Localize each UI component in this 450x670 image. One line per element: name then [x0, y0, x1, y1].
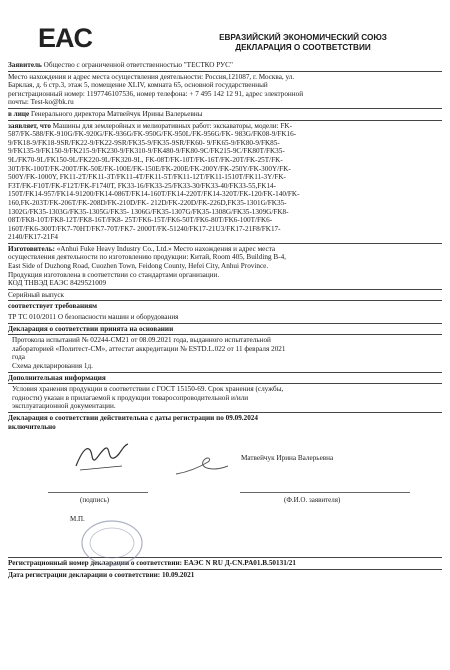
conformity-label: соответствует требованиям — [8, 302, 98, 311]
signature-area — [8, 432, 442, 507]
manufacturer-line — [8, 245, 442, 254]
document-title: ДЕКЛАРАЦИЯ О СООТВЕТСТВИИ — [235, 43, 371, 52]
product-line: F3T/FK-F10T/FK-F12T/FK-F1740T, FK33-16/FK33-25/FK33-30/FK33-40/FK33-55,FK14- — [8, 181, 277, 190]
representative-text: Генерального директора Матвейчук Ирины Валерьевны — [30, 109, 203, 118]
name-caption: (Ф.И.О. заявителя) — [284, 496, 341, 505]
union-title: ЕВРАЗИЙСКИЙ ЭКОНОМИЧЕСКИЙ СОЮЗ — [219, 33, 387, 42]
product-text: Машины для землеройных и мелиоративных работ: экскаваторы, модели: FK- — [52, 121, 293, 130]
registration-number: ЕАЭС N RU Д-CN.PA01.B.50131/21 — [183, 559, 296, 568]
manufacturer-block — [8, 244, 442, 289]
address-line: регистрационный номер: 1197746107536, номер телефона: + 7 495 142 12 91, адрес электронной — [8, 89, 304, 98]
scheme-line: Схема декларирования 1д. — [12, 362, 93, 370]
product-line: 30T/FK-100T/FK-200T/FK-50E/FK-100E/FK-150E/FK-200E/FK-200Y/FK-250Y/FK-300Y/FK- — [8, 164, 291, 173]
product-line: 1302G/FK35-1303G/FK35-1305G/FK35- 1306G/FK35-1307G/FK35-1308G/FK35-1309G/FK8- — [8, 207, 289, 216]
address-line: Место нахождения и адрес места осуществления деятельности: Россия,121087, г. Москва, ул. — [8, 72, 295, 81]
basis-line: лабораторией «Политест-СМ», аттестат аккредитации № ESTD.L.022 от 11 февраля 2021 — [12, 344, 286, 353]
signature-caption: (подпись) — [80, 496, 110, 505]
additional-line: Условия хранения продукции в соответствии с ГОСТ 15150-69. Срок хранения (службы, — [12, 385, 284, 394]
conformity-value: ТР ТС 010/2011 О безопасности машин и оборудования — [8, 313, 179, 322]
address-line: Барклая, д. 6 стр.3, этаж 5, помещение XLIV, комната 65, основной государственный — [8, 81, 268, 90]
validity-line: включительно — [8, 422, 56, 431]
registration-date-label: Дата регистрации декларации о соответствии: — [8, 571, 161, 580]
manufacturer-line: Продукция изготовлена в соответствии со стандартами организации. — [8, 270, 220, 279]
product-line: 9L/FK70-9L/FK150-9L/FK220-9L/FK320-9L, FK-08T/FK-10T/FK-16T/FK-20T/FK-25T/FK- — [8, 155, 283, 164]
eac-logo: EAC — [38, 23, 93, 53]
representative-prefix: в лице — [8, 109, 30, 118]
additional-line: эксплуатационной документации. — [12, 402, 116, 411]
registration-number-label: Регистрационный номер декларации о соответствии: — [8, 559, 183, 568]
hs-code: КОД ТНВЭД ЕАЭС 8429521009 — [8, 279, 107, 288]
applicant-line — [8, 60, 442, 71]
address-line: почты: Test-ko@bk.ru — [8, 98, 74, 107]
manufacturer-line: осуществления деятельности по изготовлению продукции: Китай, Room 405, Building B-4, — [8, 253, 286, 262]
additional-label: Дополнительная информация — [8, 373, 106, 382]
validity-line: Декларация о соответствии действительна с даты регистрации по 09.09.2024 — [8, 413, 258, 422]
product-line — [8, 122, 442, 131]
signature-mark — [168, 444, 238, 484]
signature-underline — [48, 492, 148, 493]
product-line: 160,FK-203T/FK-206T/FK-208D/FK-210D/FK- 212D/FK-220D/FK-226D,FK35-1301G/FK35- — [8, 198, 287, 207]
declares-prefix: заявляет, что — [8, 121, 51, 130]
applicant-label: Заявитель — [8, 61, 42, 69]
manufacturer-line: East Side of Duzhong Road, Cuozhen Town, Feidong County, Hefei City, Anhui Province. — [8, 262, 269, 271]
validity-block — [8, 413, 442, 432]
product-description — [8, 121, 442, 243]
product-line: 9/FK135-9/FK150-9/FK215-9/FK230-9/FK310-9/FK480-9/FK80-9C/FK215-9C/FK80T/FK35- — [8, 147, 285, 156]
basis-line: Протокола испытаний № 02244-СМ21 от 08.09.2021 года, выданного испытательной — [12, 336, 271, 345]
manufacturer-label: Изготовитель: — [8, 244, 55, 253]
representative-line — [8, 109, 442, 120]
signatory-name: Матвейчук Ирина Валерьевна — [241, 454, 334, 463]
signature-scribble — [70, 436, 132, 476]
product-line: 08T/FK8-10T/FK8-12T/FK8-16T/FK8- 25T/FK6-15T/FK6-50T/FK6-80T/FK6-100T/FK6- — [8, 216, 273, 225]
title-block — [168, 33, 438, 53]
name-underline — [240, 492, 410, 493]
basis-label: Декларация о соответствии принята на основании — [8, 324, 174, 333]
product-line: 160T/FK6-300T/FK7-70HT/FK7-70T/FK7- 2000T/FK-51240/FK17-21U3/FK17-21F8/FK17- — [8, 224, 281, 233]
manufacturer-text: «Anhui Fuke Heavy Industry Co., Ltd.» Место нахождения и адрес места — [56, 244, 276, 253]
applicant-address — [8, 72, 442, 108]
product-line: 150T/FK14-957/FK14-91200/FK14-086T/FK14-160T/FK14-220T/FK14-320T/FK-120/FK-140/FK- — [8, 190, 300, 199]
applicant-name: Общество с ограниченной ответственностью "ТЕСТКО РУС" — [43, 61, 233, 69]
seal-area — [8, 507, 442, 557]
registration-date-line — [8, 570, 442, 581]
registration-date: 10.09.2021 — [161, 571, 195, 580]
basis-text — [8, 335, 442, 371]
serial-production: Серийный выпуск — [8, 290, 65, 299]
product-line: 587/FK-588/FK-910G/FK-920G/FK-936G/FK-950G/FK-950L/FK-956G/FK- 983G/FK08-9/FK16- — [8, 130, 297, 139]
product-line: 2140/FK17-21F4 — [8, 233, 58, 242]
product-line: 9/FK18-9/FK18-9SR/FK22-9/FK22-9SR/FK35-9/FK35-9SR/FK60- 9/FK65-9/FK80-9/FK85- — [8, 138, 280, 147]
product-line: 500Y/FK-1000Y, FK11-2T/FK11-3T/FK11-4T/FK11-5T/FK11-12T/FK11-1510T/FK11-3Y/FK- — [8, 173, 286, 182]
seal-placeholder-label: М.П. — [70, 515, 85, 524]
additional-line: годности) указан в прилагаемой к продукции товаросопроводительной и/или — [12, 393, 249, 402]
header — [8, 0, 442, 60]
basis-line: года — [12, 353, 26, 362]
additional-text — [8, 384, 442, 412]
